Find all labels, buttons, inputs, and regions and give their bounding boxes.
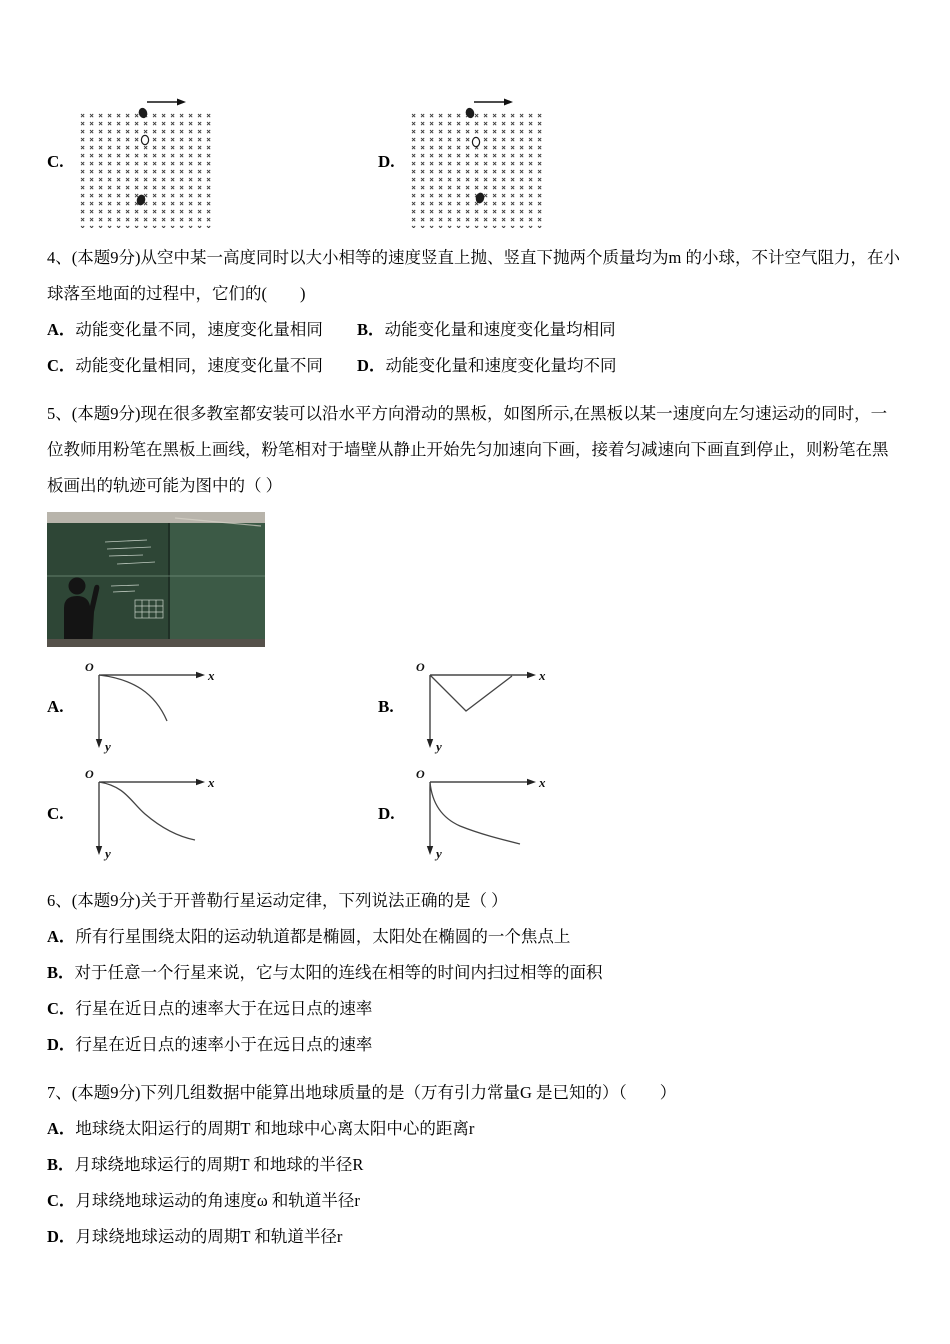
field-diagram-c — [79, 96, 219, 228]
x-axis-label: x — [208, 668, 215, 683]
trajectory-graph-c — [83, 766, 233, 861]
question-5 — [47, 396, 903, 504]
y-axis-label: y — [436, 846, 442, 861]
question-7-option-a: A．地球绕太阳运行的周期T 和地球中心离太阳中心的距离r — [47, 1119, 475, 1138]
graph-option-b-label: B. — [378, 696, 394, 716]
y-axis-label: y — [105, 846, 111, 861]
graph-option-d-label: D. — [378, 803, 395, 823]
question-4-option-b: B．动能变化量和速度变化量均相同 — [357, 320, 616, 339]
question-4-option-c: C．动能变化量相同，速度变化量不同 — [47, 356, 323, 375]
x-axis-label: x — [539, 668, 546, 683]
trajectory-curve — [99, 782, 195, 840]
question-6 — [47, 883, 903, 1063]
question-4-option-d: D．动能变化量和速度变化量均不同 — [357, 356, 617, 375]
trajectory-curve — [430, 782, 520, 844]
question-4-option-a: A．动能变化量不同，速度变化量相同 — [47, 320, 323, 339]
middle-particle — [472, 137, 479, 146]
wall-top-strip — [47, 512, 265, 523]
trajectory-graph-a — [83, 659, 233, 754]
graph-options-row-1 — [47, 659, 903, 754]
x-axis-label: x — [539, 775, 546, 790]
origin-label: O — [416, 660, 425, 674]
figure-option-c-label: C. — [47, 152, 64, 171]
question-6-option-d: D．行星在近日点的速率小于在远日点的速率 — [47, 1035, 373, 1054]
trajectory-curve — [430, 675, 512, 711]
velocity-arrowhead-icon — [504, 99, 513, 106]
y-axis-label: y — [436, 739, 442, 754]
graph-option-c — [47, 766, 233, 861]
question-4 — [47, 240, 903, 384]
figure-option-d — [378, 96, 550, 228]
question-4-stem: 4、(本题9分)从空中某一高度同时以大小相等的速度竖直上抛、竖直下抛两个质量均为m 的小球，不计空气阻力，在小球落至地面的过程中，它们的( ) — [47, 248, 900, 303]
question-6-option-c: C．行星在近日点的速率大于在远日点的速率 — [47, 999, 373, 1018]
question-7-stem: 7、(本题9分)下列几组数据中能算出地球质量的是（万有引力常量G 是已知的）（ ） — [47, 1083, 677, 1102]
question-4-options-row-1 — [47, 312, 903, 348]
figure-option-c — [47, 96, 219, 228]
y-arrowhead-icon — [96, 846, 102, 855]
origin-label: O — [85, 767, 94, 781]
trajectory-curve — [99, 675, 167, 721]
field-region — [410, 110, 546, 228]
question-6-option-a: A．所有行星围绕太阳的运动轨道都是椭圆，太阳处在椭圆的一个焦点上 — [47, 927, 571, 946]
x-arrowhead-icon — [196, 779, 205, 785]
velocity-arrowhead-icon — [177, 99, 186, 106]
question-7-option-c: C．月球绕地球运动的角速度ω 和轨道半径r — [47, 1191, 360, 1210]
graph-options-row-2 — [47, 766, 903, 861]
field-region — [79, 110, 215, 228]
origin-label: O — [416, 767, 425, 781]
blackboard-right-panel — [169, 523, 265, 639]
question-6-stem: 6、(本题9分)关于开普勒行星运动定律，下列说法正确的是（ ） — [47, 891, 508, 910]
question-4-options-row-2 — [47, 348, 903, 384]
graph-option-d — [378, 766, 564, 861]
y-arrowhead-icon — [427, 739, 433, 748]
figure-options-row — [47, 0, 903, 228]
middle-particle — [141, 135, 148, 144]
x-arrowhead-icon — [527, 672, 536, 678]
question-6-option-b: B．对于任意一个行星来说，它与太阳的连线在相等的时间内扫过相等的面积 — [47, 963, 603, 982]
y-axis-label: y — [105, 739, 111, 754]
graph-option-a — [47, 659, 233, 754]
field-diagram-d — [410, 96, 550, 228]
graph-option-b — [378, 659, 564, 754]
question-7 — [47, 1075, 903, 1255]
x-arrowhead-icon — [196, 672, 205, 678]
graph-option-c-label: C. — [47, 803, 64, 823]
question-7-option-d: D．月球绕地球运动的周期T 和轨道半径r — [47, 1227, 343, 1246]
blackboard-photo — [47, 512, 265, 647]
figure-option-d-label: D. — [378, 152, 395, 171]
x-arrowhead-icon — [527, 779, 536, 785]
question-7-option-b: B．月球绕地球运行的周期T 和地球的半径R — [47, 1155, 364, 1174]
x-axis-label: x — [208, 775, 215, 790]
y-arrowhead-icon — [96, 739, 102, 748]
graph-option-a-label: A. — [47, 696, 64, 716]
question-5-stem: 5、(本题9分)现在很多教室都安装可以沿水平方向滑动的黑板，如图所示,在黑板以某一速度向左匀速运动的同时，一位教师用粉笔在黑板上画线，粉笔相对于墙壁从静止开始先匀加速向下画，接着匀减速向下画直到停止，则粉笔在黑板画出的轨迹可能为图中的（ ） — [47, 404, 889, 495]
y-arrowhead-icon — [427, 846, 433, 855]
board-tray — [47, 639, 265, 647]
trajectory-graph-d — [414, 766, 564, 861]
origin-label: O — [85, 660, 94, 674]
trajectory-graph-b — [414, 659, 564, 754]
